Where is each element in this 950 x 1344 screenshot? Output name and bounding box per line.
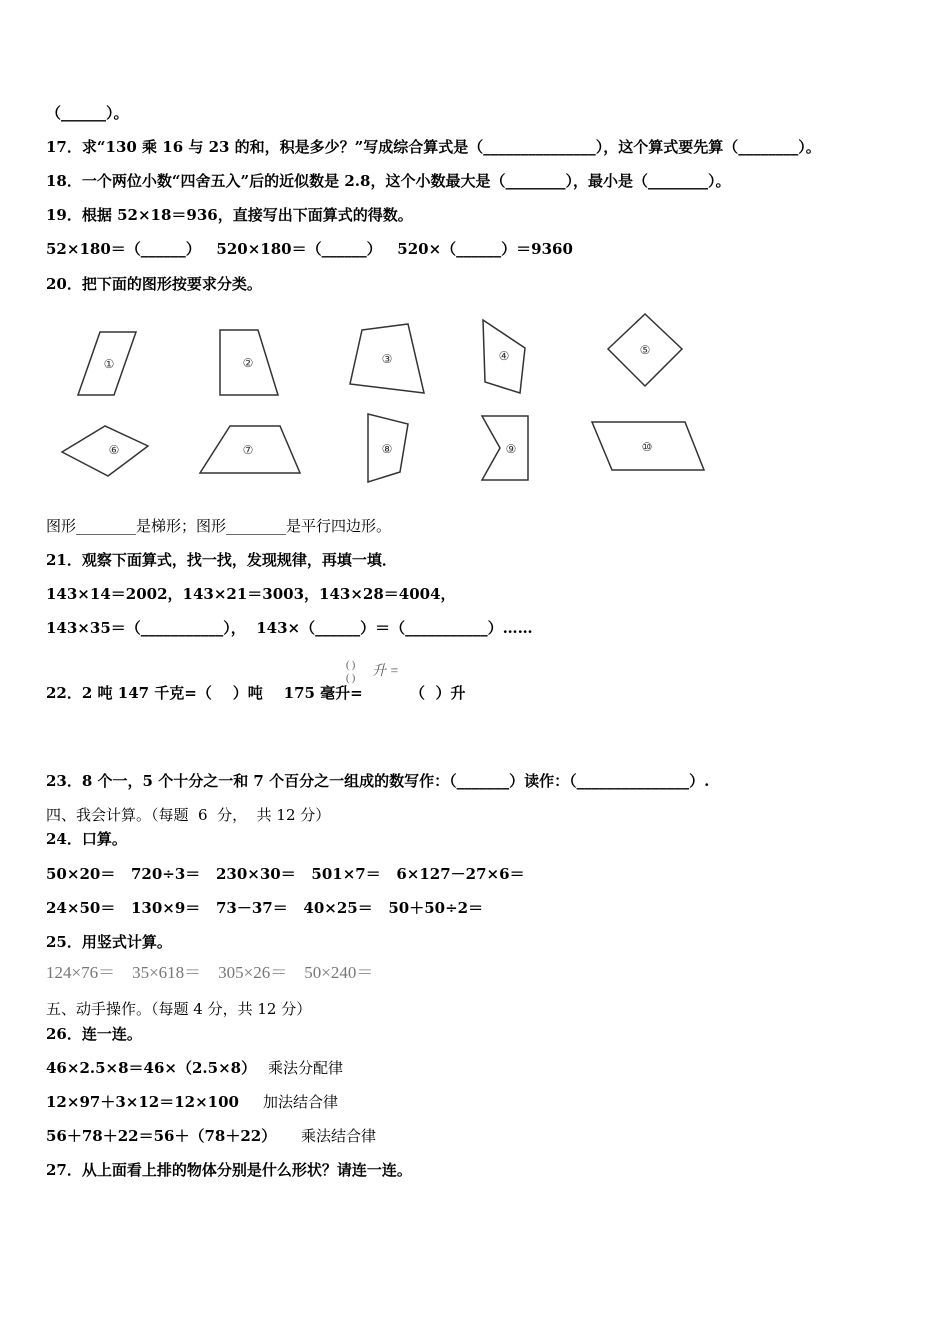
shape-label: ④ [498, 349, 510, 363]
fraction-unit: 升 = [372, 664, 399, 679]
question-26-law-2: 加法结合律 [263, 1093, 339, 1111]
fraction [346, 659, 399, 685]
shape-6 [62, 426, 148, 476]
section-5-heading: 五、动手操作。（每题 4 分，共 12 分） [46, 1000, 312, 1018]
question-25-items: 124×76＝ 35×618＝ 305×26＝ 50×240＝ [46, 963, 374, 982]
question-22: 22．2 吨 147 千克=（ ）吨 175 毫升= [46, 684, 363, 702]
question-26-law-3: 乘法结合律 [301, 1127, 377, 1145]
question-26-expr-2: 12×97＋3×12＝12×100 [46, 1093, 239, 1111]
question-26-expr-3: 56＋78＋22＝56＋（78＋22） [46, 1127, 277, 1145]
question-26: 26．连一连。 [46, 1025, 142, 1043]
question-21-blanks: 143×35＝（___________）， 143×（______）＝（___________）…… [46, 619, 533, 637]
shape-label: ⑥ [108, 443, 120, 457]
question-19: 19．根据 52×18＝936，直接写出下面算式的得数。 [46, 206, 413, 224]
question-20-answer: 图形________是梯形；图形________是平行四边形。 [46, 517, 392, 535]
shape-label: ② [242, 356, 254, 370]
question-26-expr-1: 46×2.5×8＝46×（2.5×8） [46, 1059, 257, 1077]
question-21: 21．观察下面算式，找一找，发现规律，再填一填． [46, 551, 397, 569]
fraction-denominator: ( ) [346, 673, 356, 684]
shape-label: ⑦ [242, 443, 254, 457]
section-4-heading: 四、我会计算。（每题 6 分， 共 12 分） [46, 806, 331, 824]
question-20: 20．把下面的图形按要求分类。 [46, 275, 262, 293]
question-21-examples: 143×14＝2002，143×21＝3003，143×28＝4004， [46, 585, 456, 603]
question-19-items: 52×180＝（______） 520×180＝（______） 520×（______）＝9360 [46, 240, 573, 258]
shape-label: ⑩ [641, 440, 653, 454]
shape-figures [40, 300, 720, 490]
question-24: 24．口算。 [46, 830, 127, 848]
question-23: 23．8 个一，5 个十分之一和 7 个百分之一组成的数写作：（_______）读作：（_______________）. [46, 772, 710, 790]
answer-blank-line: （______）。 [46, 104, 129, 122]
question-18: 18．一个两位小数“四舍五入”后的近似数是 2.8，这个小数最大是（________），最小是（________）。 [46, 172, 731, 190]
question-22-tail: （ ）升 [410, 684, 466, 702]
shape-label: ⑤ [639, 343, 651, 357]
question-26-law-1: 乘法分配律 [268, 1059, 344, 1077]
question-24-row-1: 50×20＝ 720÷3＝ 230×30＝ 501×7＝ 6×127－27×6＝ [46, 865, 525, 883]
shape-label: ⑨ [505, 442, 517, 456]
shape-label: ③ [381, 352, 393, 366]
shape-label: ⑧ [381, 442, 393, 456]
question-27: 27．从上面看上排的物体分别是什么形状？请连一连。 [46, 1161, 412, 1179]
question-24-row-2: 24×50＝ 130×9＝ 73－37＝ 40×25＝ 50＋50÷2＝ [46, 899, 484, 917]
question-17: 17．求“130 乘 16 与 23 的和，积是多少？”写成综合算式是（_______________），这个算式要先算（________）。 [46, 138, 821, 156]
shape-label: ① [103, 357, 115, 371]
fraction-numerator: ( ) [346, 660, 356, 671]
question-25: 25．用竖式计算。 [46, 933, 172, 951]
